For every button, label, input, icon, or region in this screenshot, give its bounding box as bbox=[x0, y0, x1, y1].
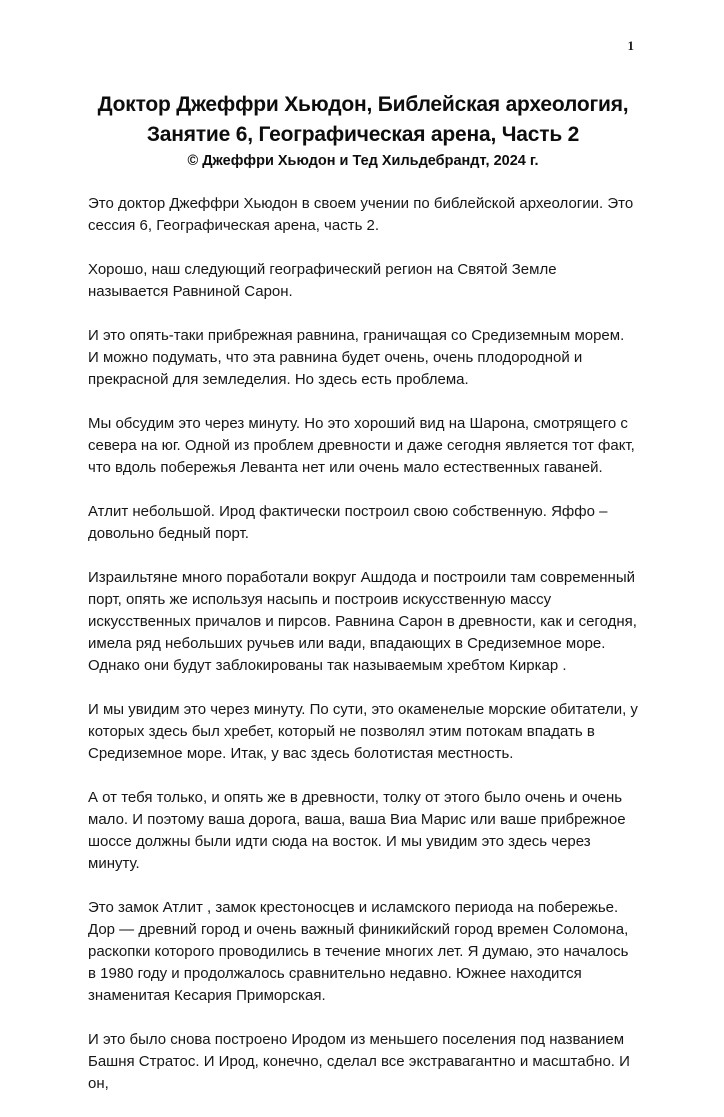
paragraph: Израильтяне много поработали вокруг Ашдода и построили там современный порт, опять же используя насыпь и построив искусственную массу искусственных причалов и пирсов. Равнина Сарон в древности, как и сегодня, имела ряд небольших ручьев или вади, впадающих в Средиземное море. Однако они будут заблокированы так называемым хребтом Киркар . bbox=[88, 569, 637, 674]
paragraph: И это опять-таки прибрежная равнина, граничащая со Средиземным морем. И можно подумать, что эта равнина будет очень, очень плодородной и прекрасной для земледелия. Но здесь есть проблема. bbox=[88, 327, 625, 388]
document-byline: © Джеффри Хьюдон и Тед Хильдебрандт, 2024 г. bbox=[187, 153, 539, 169]
document-title-line1: Доктор Джеффри Хьюдон, Библейская археология, bbox=[97, 93, 629, 116]
paragraph: Мы обсудим это через минуту. Но это хороший вид на Шарона, смотрящего с севера на юг. Одной из проблем древности и даже сегодня является тот факт, что вдоль побережья Леванта нет или очень мало естественных гаваней. bbox=[88, 415, 635, 476]
page-number: 1 bbox=[627, 38, 634, 53]
paragraph: Это доктор Джеффри Хьюдон в своем учении по библейской археологии. Это сессия 6, Географическая арена, часть 2. bbox=[88, 195, 634, 234]
page-content bbox=[88, 38, 638, 1117]
document-title-line2: Занятие 6, Географическая арена, Часть 2 bbox=[146, 123, 580, 146]
paragraph: Это замок Атлит , замок крестоносцев и исламского периода на побережье. Дор — древний город и очень важный финикийский город времен Соломона, раскопки которого проводились в течение многих лет. Я думаю, это началось в 1980 году и продолжалось сравнительно недавно. Южнее находится знаменитая Кесария Приморская. bbox=[88, 899, 629, 1004]
paragraph: Хорошо, наш следующий географический регион на Святой Земле называется Равниной Сарон. bbox=[88, 261, 557, 300]
paragraph: И это было снова построено Иродом из меньшего поселения под названием Башня Стратос. И Ирод, конечно, сделал все экстравагантно и масштабно. И он, bbox=[88, 1031, 630, 1092]
paragraph: И мы увидим это через минуту. По сути, это окаменелые морские обитатели, у которых здесь был хребет, который не позволял этим потокам впадать в Средиземное море. Итак, у вас здесь болотистая местность. bbox=[88, 701, 638, 762]
document-title bbox=[88, 90, 638, 150]
paragraph: Атлит небольшой. Ирод фактически построил свою собственную. Яффо – довольно бедный порт. bbox=[88, 503, 608, 542]
paragraph: А от тебя только, и опять же в древности, толку от этого было очень и очень мало. И поэтому ваша дорога, ваша, ваша Виа Марис или ваше прибрежное шоссе должны были идти сюда на восток. И мы увидим это здесь через минуту. bbox=[88, 789, 626, 872]
document-body bbox=[88, 193, 638, 1095]
